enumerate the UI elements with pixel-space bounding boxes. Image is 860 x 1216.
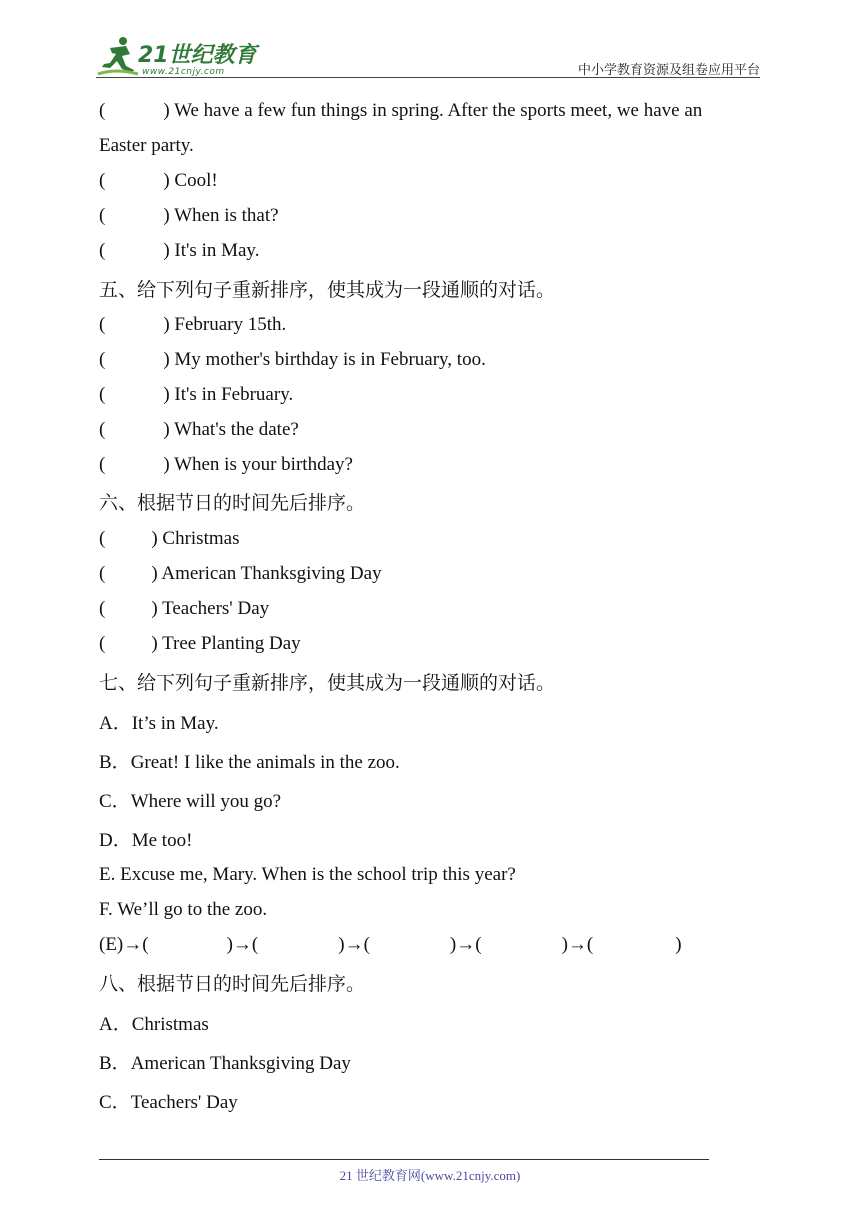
q4-item-4: ( ) It's in May. xyxy=(99,240,260,261)
q4-item-1: ( ) We have a few fun things in spring. After the sports meet, we have an xyxy=(99,100,703,121)
page-header xyxy=(96,30,760,78)
q7-option-e: E. Excuse me, Mary. When is the school trip this year? xyxy=(99,864,516,885)
q6-item: ( ) Tree Planting Day xyxy=(99,633,301,654)
q4-item-3: ( ) When is that? xyxy=(99,205,279,226)
platform-name: 中小学教育资源及组卷应用平台 xyxy=(577,63,760,78)
q6-item: ( ) American Thanksgiving Day xyxy=(99,563,382,584)
header-divider xyxy=(96,77,760,78)
site-logo xyxy=(96,34,266,78)
q4-item-2: ( ) Cool! xyxy=(99,170,218,191)
q7-option-c: C．Where will you go? xyxy=(99,791,282,812)
logo-url: www.21cnjy.com xyxy=(142,67,225,77)
page-footer: 21 世纪教育网(www.21cnjy.com) xyxy=(339,1168,521,1183)
q7-option-b: B．Great! I like the animals in the zoo. xyxy=(99,752,400,773)
footer-divider xyxy=(99,1159,709,1160)
section8-title: 八、根据节日的时间先后排序。 xyxy=(99,974,366,995)
q5-item: ( ) It's in February. xyxy=(99,384,294,405)
logo-text: 21世纪教育 xyxy=(138,43,257,68)
section6-title: 六、根据节日的时间先后排序。 xyxy=(99,493,366,514)
section7-title: 七、给下列句子重新排序，使其成为一段通顺的对话。 xyxy=(99,673,556,694)
runner-logo-icon xyxy=(96,34,140,78)
section5-title: 五、给下列句子重新排序，使其成为一段通顺的对话。 xyxy=(99,280,556,301)
q8-option-c: C．Teachers' Day xyxy=(99,1092,238,1113)
q5-item: ( ) When is your birthday? xyxy=(99,454,353,475)
q5-item: ( ) February 15th. xyxy=(99,314,287,335)
q7-option-d: D．Me too! xyxy=(99,830,193,851)
q7-option-a: A．It’s in May. xyxy=(99,713,219,734)
q7-option-f: F. We’ll go to the zoo. xyxy=(99,899,268,920)
q7-answer-sequence: (E)→( )→( )→( )→( )→( ) xyxy=(99,934,682,955)
q6-item: ( ) Christmas xyxy=(99,528,240,549)
q5-item: ( ) What's the date? xyxy=(99,419,299,440)
q6-item: ( ) Teachers' Day xyxy=(99,598,270,619)
q4-item-1-cont: Easter party. xyxy=(99,135,194,156)
q8-option-a: A．Christmas xyxy=(99,1014,209,1035)
q5-item: ( ) My mother's birthday is in February, too. xyxy=(99,349,486,370)
q8-option-b: B．American Thanksgiving Day xyxy=(99,1053,351,1074)
